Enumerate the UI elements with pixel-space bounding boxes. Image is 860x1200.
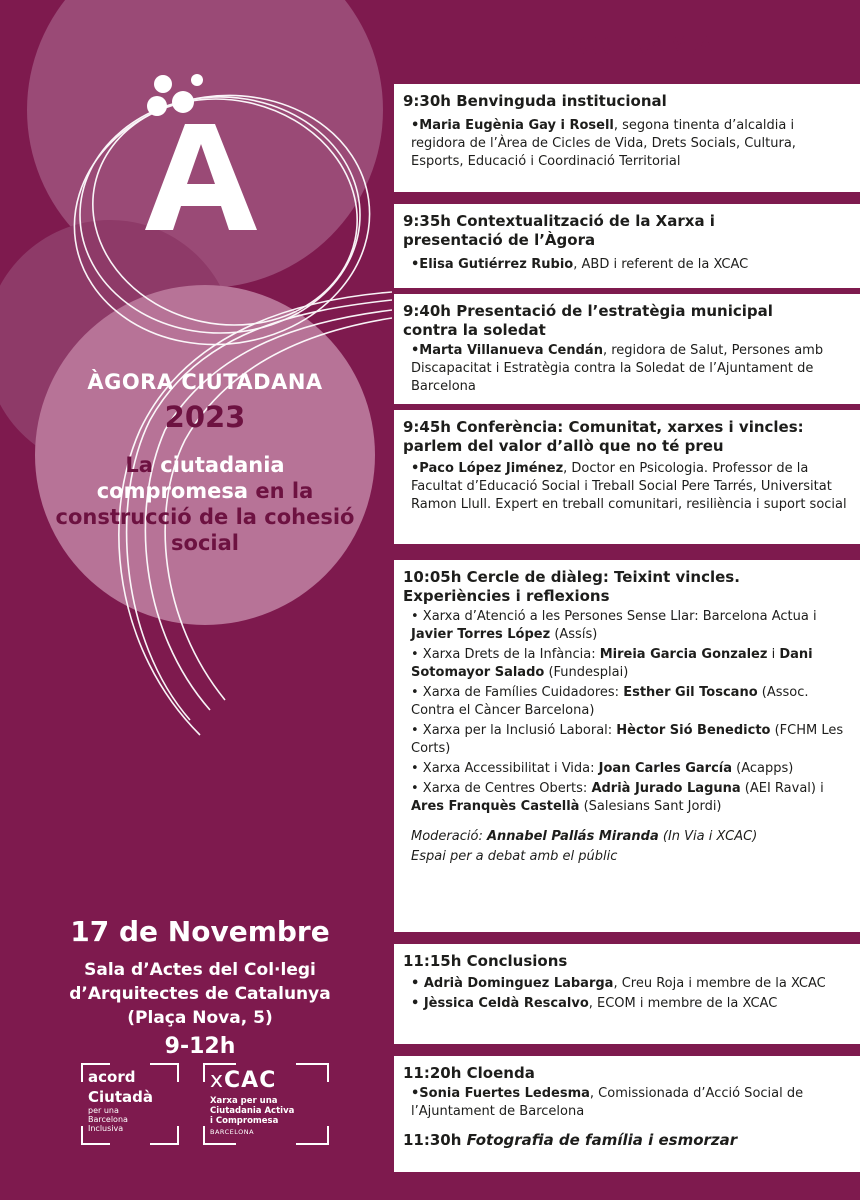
list-item: • Xarxa Drets de la Infància: Mireia Garcia Gonzalez i Dani Sotomayor Salado (Fundesplai) (411, 647, 813, 680)
tagline: La ciutadania compromesa en la construcció de la cohesió social (55, 453, 355, 555)
list-item: • Xarxa de Centres Oberts: Adrià Jurado Laguna (AEI Raval) i Ares Franquès Castellà (Salesians Sant Jordi) (411, 781, 824, 814)
event-title: ÀGORA CIUTADANA (87, 370, 323, 394)
hero-block (55, 360, 355, 556)
event-place: Sala d’Actes del Col·legi d’Arquitectes de Catalunya (Plaça Nova, 5) (69, 960, 331, 1028)
agora-logo-icon (135, 72, 265, 242)
program-item-3: 9:40h Presentació de l’estratègia municipal contra la soledat •Marta Villanueva Cendán, regidora de Salut, Persones amb Discapacitat i Estratègia contra la Soledat de l’Ajuntament de Barcelona (394, 294, 860, 404)
program-item-2: 9:35h Contextualització de la Xarxa i presentació de l’Àgora •Elisa Gutiérrez Rubio, ABD i referent de la XCAC (394, 204, 860, 288)
programa-title: PROGRAMA (537, 32, 715, 62)
xcac-logo: xCAC Xarxa per una Ciutadania Activa i Compromesa BARCELONA (202, 1062, 330, 1146)
partner-logos (80, 1062, 340, 1152)
program-item-5: 10:05h Cercle de diàleg: Teixint vincles. Experiències i reflexions • Xarxa d’Atenció a les Persones Sense Llar: Barcelona Actua i Javier Torres López (Assís) • Xarxa Drets de la Infància: Mireia Garcia Gonzalez i Dani Sotomayor Salado (Fundesplai) • Xarxa de Famílies Cuidadores: Esther Gil Toscano (Assoc. Contra el Càncer Barcelona) • Xarxa per la Inclusió Laboral: Hèctor Sió Benedicto (FCHM Les Corts) • Xarxa Accessibilitat i Vida: Joan Carles García (Acapps) • Xarxa de Centres Oberts: Adrià Jurado Laguna (AEI Raval) i Ares Franquès Castellà (Salesians Sant Jordi) Moderació: Annabel Pallás Miranda (In Via i XCAC) Espai per a debat amb el públic (394, 560, 860, 932)
acord-ciutada-logo: acord Ciutadà per una Barcelona Inclusiva (80, 1062, 180, 1146)
debate-note: Espai per a debat amb el públic (411, 849, 618, 864)
event-date: 17 de Novembre (70, 915, 330, 948)
moderation: Moderació: Annabel Pallás Miranda (In Via i XCAC) (411, 829, 758, 844)
program-item-6: 11:15h Conclusions • Adrià Dominguez Labarga, Creu Roja i membre de la XCAC • Jèssica Celdà Rescalvo, ECOM i membre de la XCAC (394, 944, 860, 1044)
program-item-heading: 9:30h Benvinguda institucional (403, 92, 667, 110)
event-hours: 9-12h (164, 1034, 236, 1059)
event-info (20, 915, 380, 1059)
list-item: • Xarxa Accessibilitat i Vida: Joan Carles García (Acapps) (411, 761, 794, 776)
program-item-4: 9:45h Conferència: Comunitat, xarxes i vincles: parlem del valor d’allò que no té preu •Paco López Jiménez, Doctor en Psicologia. Professor de la Facultat d’Educació Social i Treball Social Pere Tarrés, Universitat Ramon Llull. Expert en treball comunitari, resiliència i suport social (394, 410, 860, 544)
event-year: 2023 (164, 400, 246, 434)
agora-logo (135, 72, 265, 242)
program-item-1: 9:30h Benvinguda institucional •Maria Eugènia Gay i Rosell, segona tinenta d’alcaldia i regidora de l’Àrea de Cicles de Vida, Drets Socials, Cultura, Esports, Educació i Coordinació Territorial (394, 84, 860, 192)
list-item: • Xarxa d’Atenció a les Persones Sense Llar: Barcelona Actua i Javier Torres López (Assís) (411, 609, 817, 642)
program-item-7: 11:20h Cloenda •Sonia Fuertes Ledesma, Comissionada d’Acció Social de l’Ajuntament de Barcelona 11:30h Fotografia de família i esmorzar (394, 1056, 860, 1172)
list-item: • Xarxa per la Inclusió Laboral: Hèctor Sió Benedicto (FCHM Les Corts) (411, 723, 844, 756)
list-item: • Xarxa de Famílies Cuidadores: Esther Gil Toscano (Assoc. Contra el Càncer Barcelona) (411, 685, 809, 718)
final-item: 11:30h Fotografia de família i esmorzar (403, 1131, 738, 1149)
left-panel (0, 0, 392, 1200)
